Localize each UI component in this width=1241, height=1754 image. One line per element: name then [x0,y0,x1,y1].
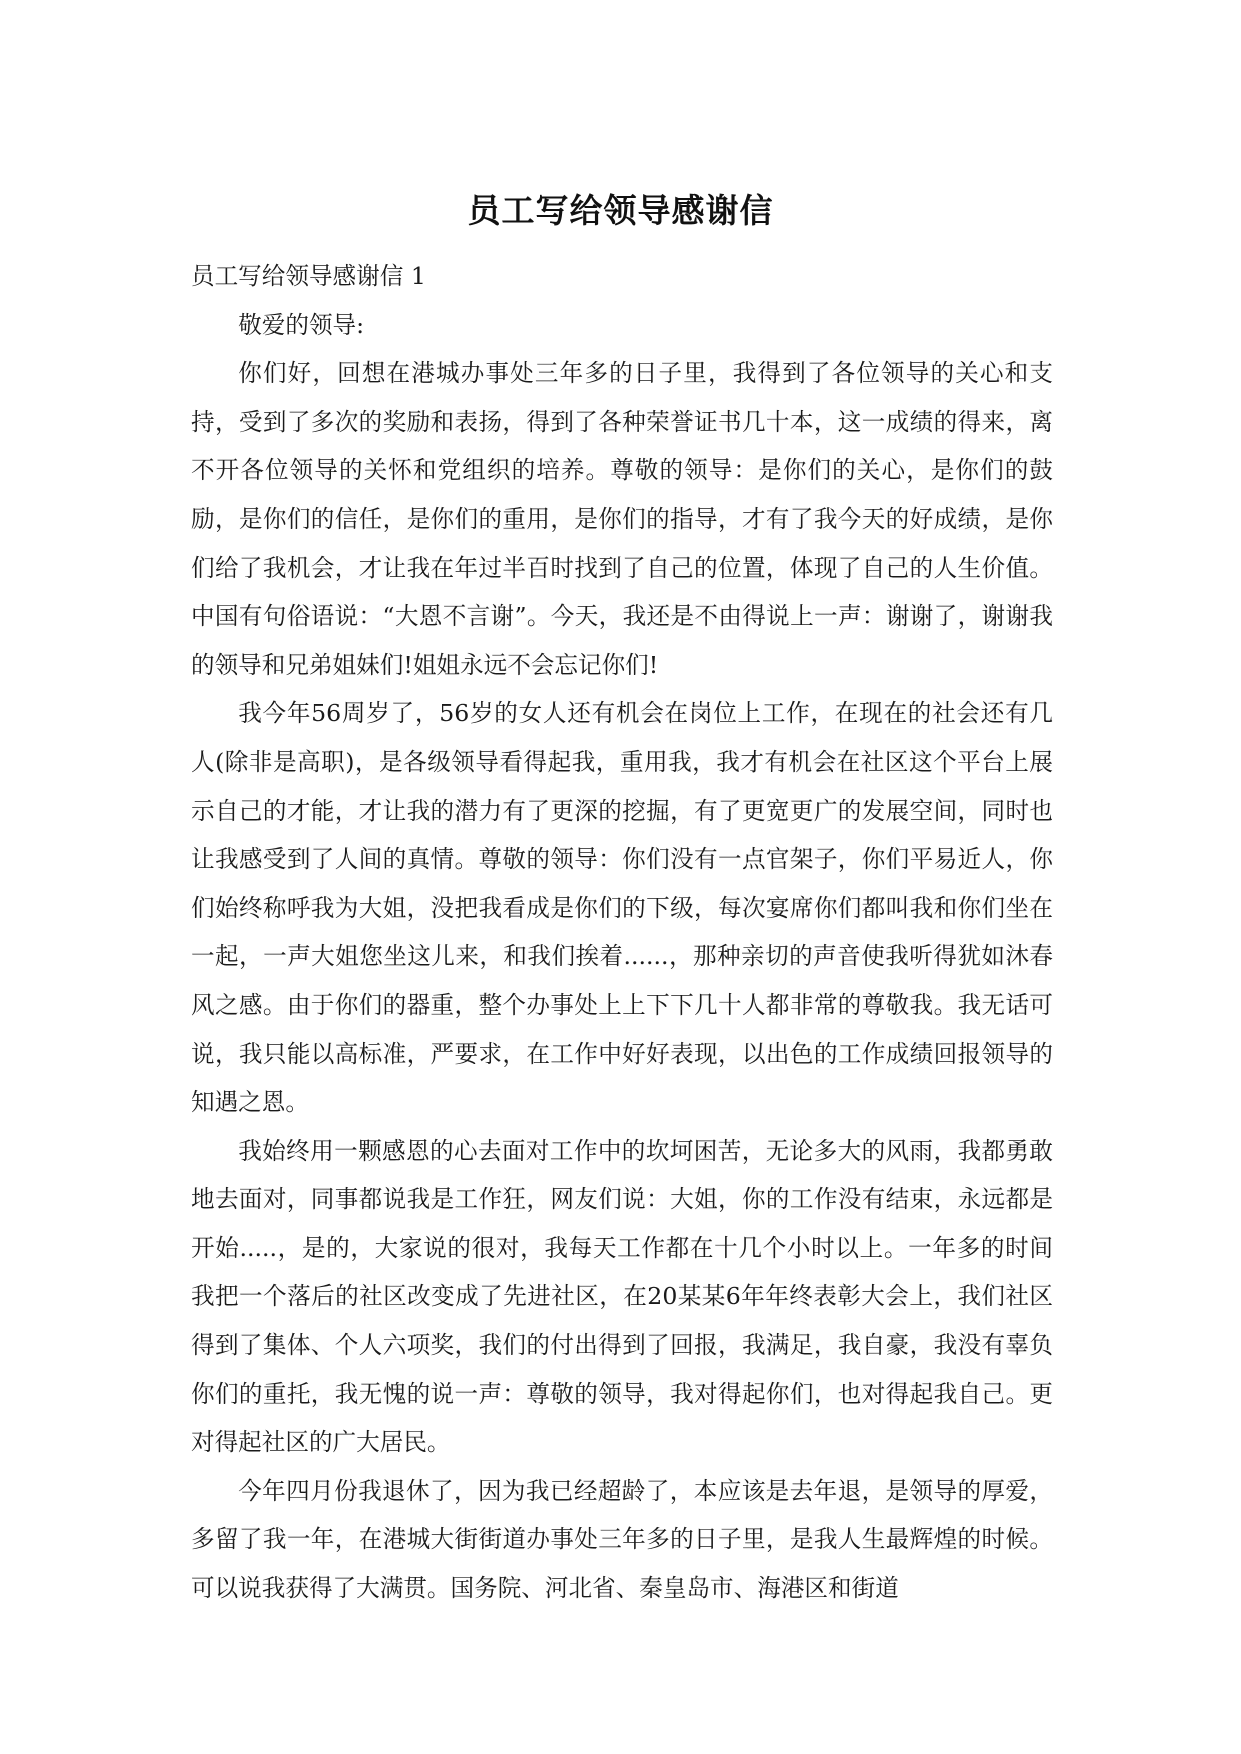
paragraph-4: 今年四月份我退休了，因为我已经超龄了，本应该是去年退，是领导的厚爱，多留了我一年，在港城大街街道办事处三年多的日子里，是我人生最辉煌的时候。可以说我获得了大满贯。国务院、河北省、秦皇岛市、海港区和街道 [191,1476,1053,1603]
document-title: 员工写给领导感谢信 [467,191,774,230]
paragraph-1: 你们好，回想在港城办事处三年多的日子里，我得到了各位领导的关心和支持，受到了多次的奖励和表扬，得到了各种荣誉证书几十本，这一成绩的得来，离不开各位领导的关怀和党组织的培养。尊敬的领导：是你们的关心，是你们的鼓励，是你们的信任，是你们的重用，是你们的指导，才有了我今天的好成绩，是你们给了我机会，才让我在年过半百时找到了自己的位置，体现了自己的人生价值。中国有句俗语说：“大恩不言谢”。今天，我还是不由得说上一声：谢谢了，谢谢我的领导和兄弟姐妹们!姐姐永远不会忘记你们! [191,359,1053,679]
document-body [191,252,1053,1613]
paragraph-3: 我始终用一颗感恩的心去面对工作中的坎坷困苦，无论多大的风雨，我都勇敢地去面对，同事都说我是工作狂，网友们说：大姐，你的工作没有结束，永远都是开始.....，是的，大家说的很对，我每天工作都在十几个小时以上。一年多的时间我把一个落后的社区改变成了先进社区，在20某某6年年终表彰大会上，我们社区得到了集体、个人六项奖，我们的付出得到了回报，我满足，我自豪，我没有辜负你们的重托，我无愧的说一声：尊敬的领导，我对得起你们，也对得起我自己。更对得起社区的广大居民。 [191,1136,1053,1457]
section-heading: 员工写给领导感谢信 1 [191,262,426,290]
paragraph-2: 我今年56周岁了，56岁的女人还有机会在岗位上工作，在现在的社会还有几人(除非是高职)，是各级领导看得起我，重用我，我才有机会在社区这个平台上展示自己的才能，才让我的潜力有了更深的挖掘，有了更宽更广的发展空间，同时也让我感受到了人间的真情。尊敬的领导：你们没有一点官架子，你们平易近人，你们始终称呼我为大姐，没把我看成是你们的下级，每次宴席你们都叫我和你们坐在一起，一声大姐您坐这儿来，和我们挨着......，那种亲切的声音使我听得犹如沐春风之感。由于你们的器重，整个办事处上上下下几十人都非常的尊敬我。我无话可说，我只能以高标准，严要求，在工作中好好表现，以出色的工作成绩回报领导的知遇之恩。 [191,699,1053,1117]
salutation: 敬爱的领导: [238,310,365,339]
